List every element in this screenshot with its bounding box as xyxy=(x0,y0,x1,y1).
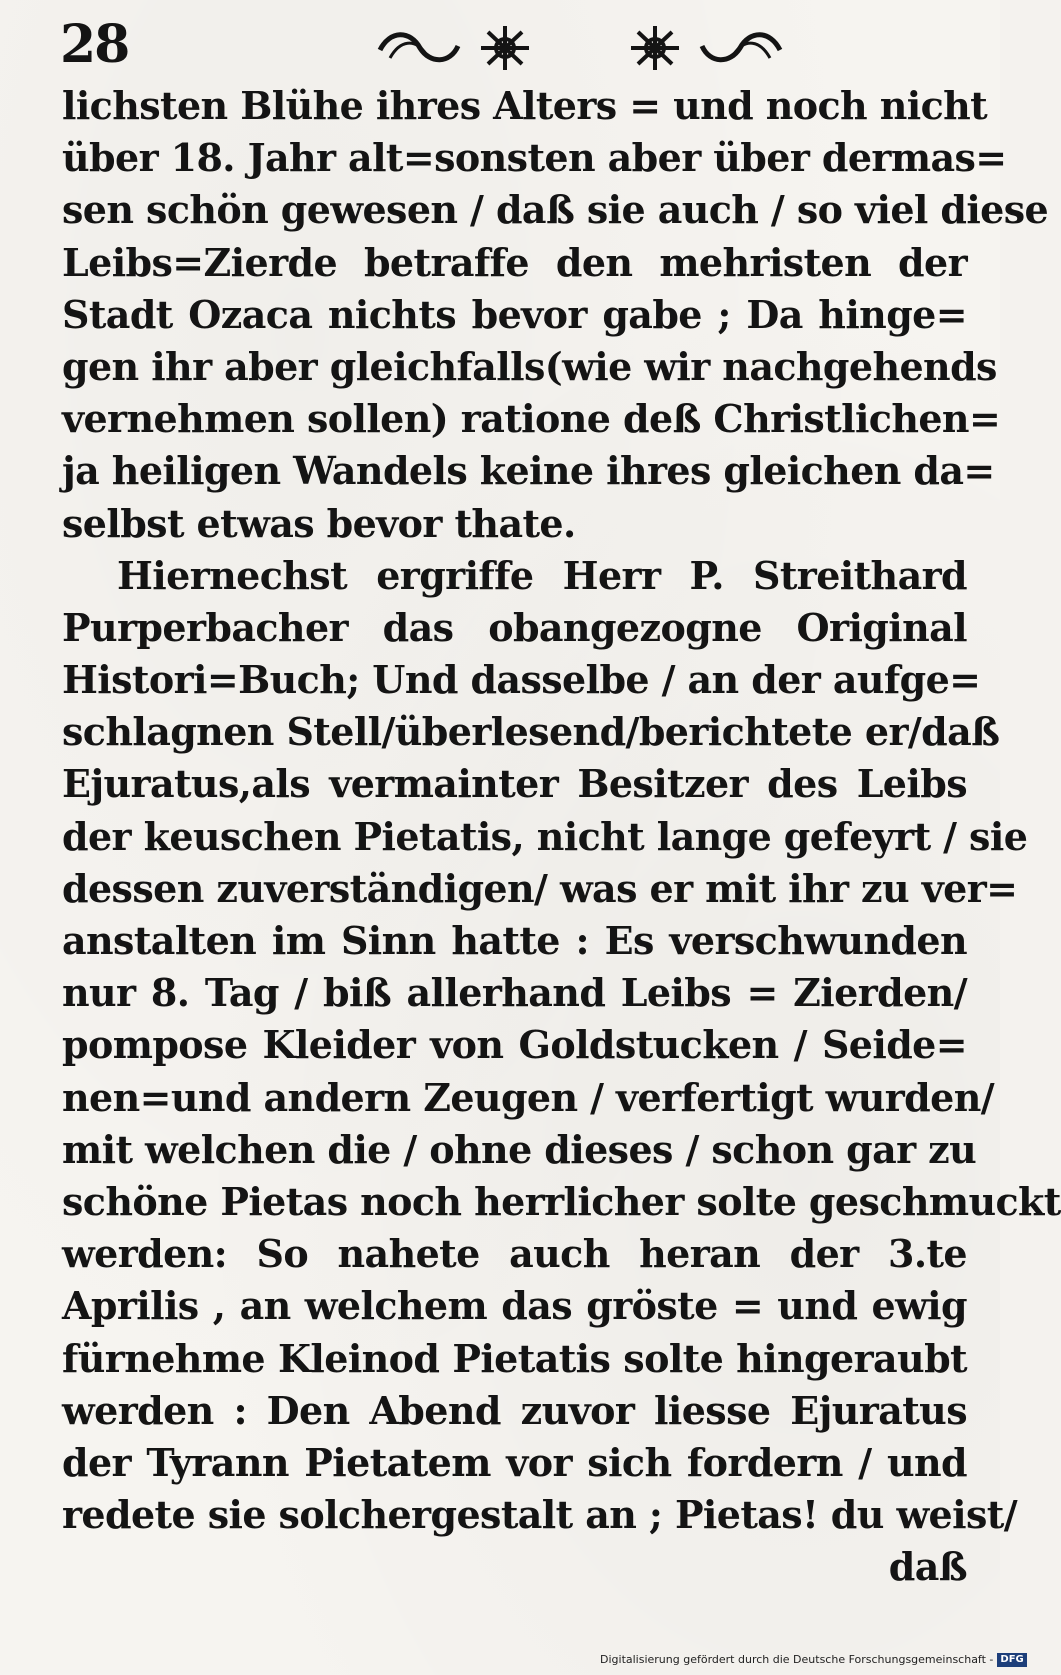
text-line: redete sie solchergestalt an ; Pietas! du weist/ xyxy=(62,1492,1017,1538)
text-line: gen ihr aber gleichfalls(wie wir nachgehends xyxy=(62,343,997,389)
text-line: Stadt Ozaca nichts bevor gabe ; Da hinge= xyxy=(62,291,967,337)
page-number: 28 xyxy=(60,14,129,75)
text-line: Ejuratus,als vermainter Besitzer des Leibs xyxy=(62,761,967,807)
text-line: anstalten im Sinn hatte : Es verschwunden xyxy=(62,918,967,963)
text-line: Histori=Buch; Und dasselbe / an der aufge= xyxy=(62,657,981,703)
text-line: Aprilis , an welchem das gröste = und ewig xyxy=(62,1283,967,1329)
text-line: daß xyxy=(888,1544,967,1590)
text-line: sen schön gewesen / daß sie auch / so viel diese xyxy=(62,187,1049,233)
page-body-text xyxy=(62,80,1061,1593)
credit-text: Digitalisierung gefördert durch die Deutsche Forschungsgemeinschaft - xyxy=(600,1653,994,1666)
text-line: mit welchen die / ohne dieses / schon gar zu xyxy=(62,1126,977,1172)
text-line: ja heiligen Wandels keine ihres gleichen da= xyxy=(62,448,995,494)
text-line: fürnehme Kleinod Pietatis solte hingeraubt xyxy=(62,1335,967,1381)
text-line: werden: So nahete auch heran der 3.te xyxy=(62,1231,967,1277)
text-line: über 18. Jahr alt=sonsten aber über dermas= xyxy=(62,135,1007,181)
header-ornament xyxy=(370,20,790,74)
text-line: Leibs=Zierde betraffe den mehristen der xyxy=(62,239,967,285)
text-line: vernehmen sollen) ratione deß Christlichen= xyxy=(62,396,1001,442)
dfg-logo: DFG xyxy=(997,1653,1026,1667)
text-line: Purperbacher das obangezogne Original xyxy=(62,604,967,650)
text-line: schlagnen Stell/überlesend/berichtete er/daß xyxy=(62,709,1000,755)
text-line: selbst etwas bevor thate. xyxy=(62,500,576,546)
text-line: dessen zuverständigen/ was er mit ihr zu ver= xyxy=(62,865,1018,911)
text-line: schöne Pietas noch herrlicher solte geschmuckt xyxy=(62,1178,1061,1224)
text-line: nen=und andern Zeugen / verfertigt wurden/ xyxy=(62,1074,995,1120)
page-header xyxy=(60,14,940,84)
text-line: der keuschen Pietatis, nicht lange gefeyrt / sie xyxy=(62,813,1028,859)
text-line: der Tyrann Pietatem vor sich fordern / und xyxy=(62,1439,967,1485)
digitization-credit xyxy=(600,1650,1024,1670)
text-line: lichsten Blühe ihres Alters = und noch nicht xyxy=(62,83,988,128)
text-line: nur 8. Tag / biß allerhand Leibs = Zierden/ xyxy=(62,970,967,1016)
text-line: Hiernechst ergriffe Herr P. Streithard xyxy=(117,552,967,598)
text-line: pompose Kleider von Goldstucken / Seide= xyxy=(62,1022,967,1068)
text-line: werden : Den Abend zuvor liesse Ejuratus xyxy=(62,1387,967,1433)
